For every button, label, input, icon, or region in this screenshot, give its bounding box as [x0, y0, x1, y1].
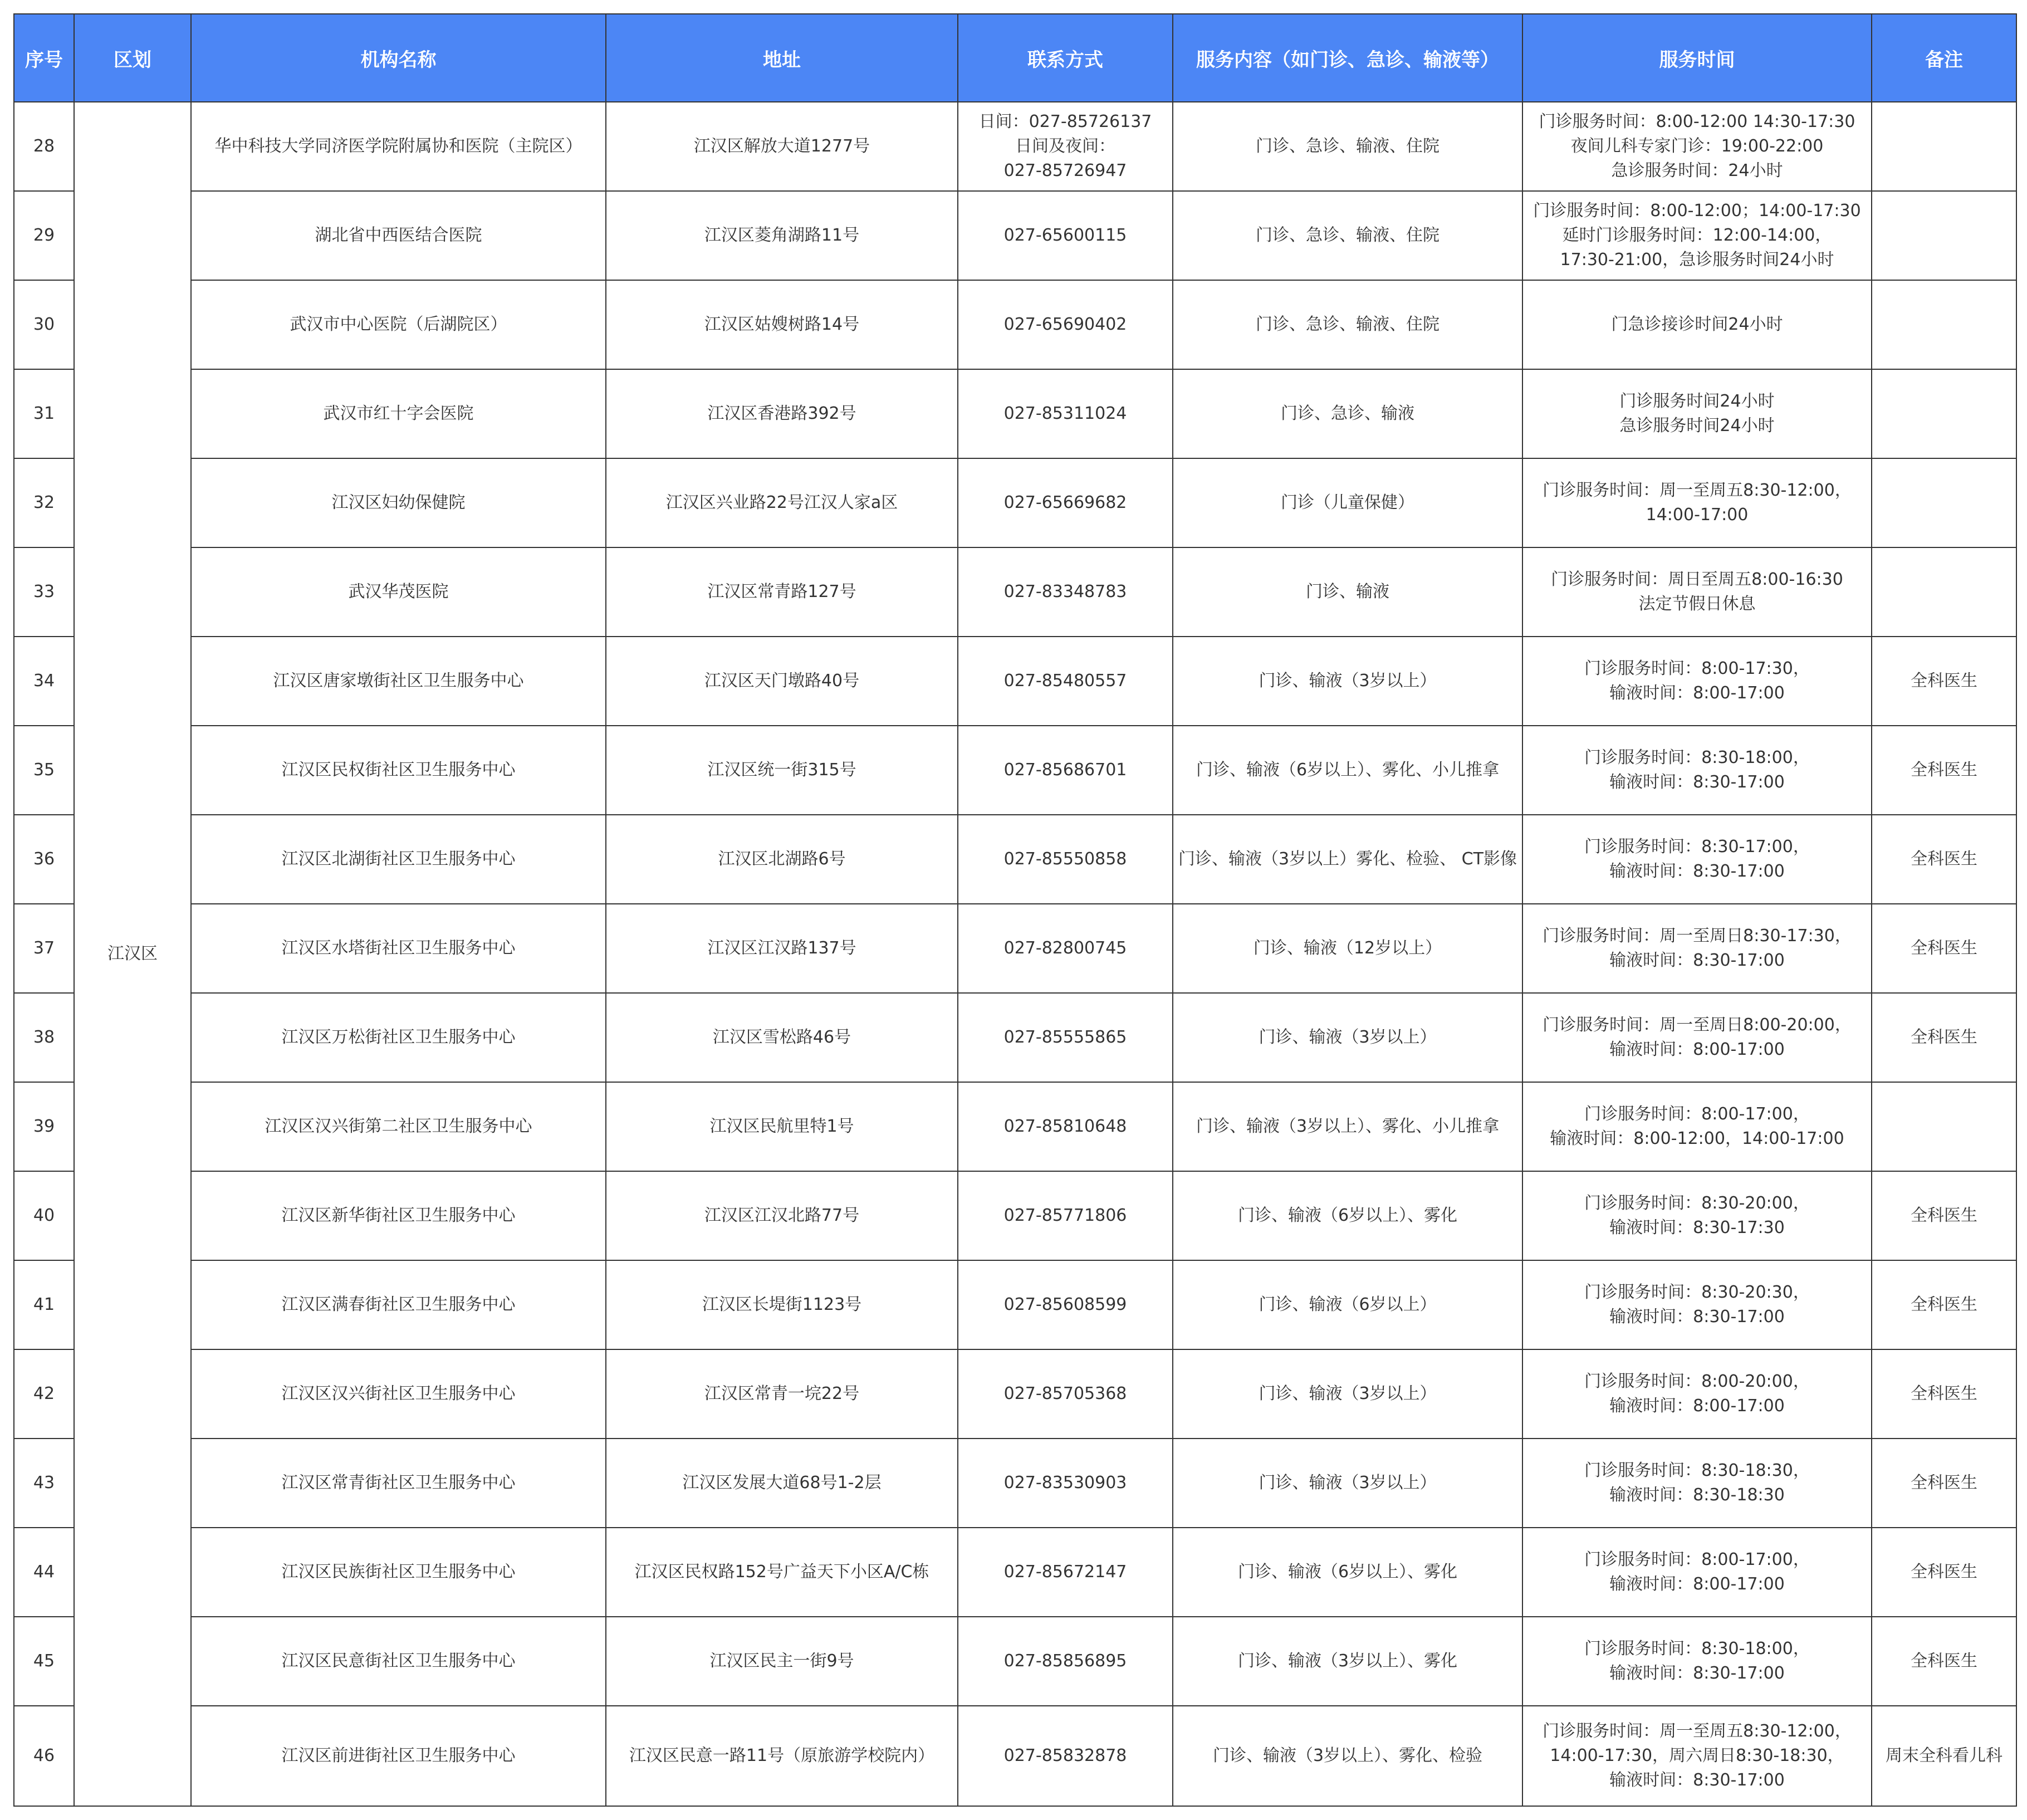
cell-service-hours-line: 急诊服务时间24小时 — [1619, 416, 1775, 436]
cell-contact-line: 027-85555865 — [1003, 1028, 1127, 1047]
cell-services-text: 门诊、输液（3岁以上） — [1259, 1473, 1437, 1493]
cell-service-hours — [1522, 1617, 1872, 1706]
cell-address: 江汉区姑嫂树路14号 — [606, 280, 958, 369]
cell-contact — [958, 993, 1173, 1082]
cell-services-text: 门诊、输液（3岁以上）、雾化、小儿推拿 — [1196, 1117, 1500, 1136]
institution-table-container — [13, 13, 2016, 1807]
cell-notes: 全科医生 — [1872, 726, 2016, 815]
cell-service-hours-line: 输液时间：8:00-17:00 — [1609, 1040, 1785, 1059]
table-row — [14, 637, 2016, 726]
cell-contact-line: 027-83530903 — [1003, 1473, 1127, 1493]
table-row — [14, 1528, 2016, 1617]
cell-institution-name: 江汉区民权街社区卫生服务中心 — [191, 726, 606, 815]
cell-services — [1173, 904, 1522, 993]
cell-notes: 全科医生 — [1872, 1349, 2016, 1439]
cell-address: 江汉区常青一垸22号 — [606, 1349, 958, 1439]
cell-contact-line: 027-65600115 — [1003, 226, 1127, 245]
cell-service-hours-line: 门诊服务时间：8:30-18:30， — [1584, 1461, 1810, 1480]
table-row — [14, 102, 2016, 191]
cell-service-hours — [1522, 191, 1872, 280]
cell-serial-no: 42 — [14, 1349, 74, 1439]
cell-services-text: 门诊、急诊、输液、住院 — [1256, 226, 1440, 245]
cell-services — [1173, 280, 1522, 369]
table-row — [14, 547, 2016, 637]
cell-services — [1173, 726, 1522, 815]
cell-service-hours-line: 输液时间：8:30-17:00 — [1609, 951, 1785, 970]
cell-notes — [1872, 102, 2016, 191]
cell-services — [1173, 1171, 1522, 1260]
cell-contact — [958, 1171, 1173, 1260]
cell-services — [1173, 1617, 1522, 1706]
cell-serial-no: 43 — [14, 1439, 74, 1528]
cell-service-hours — [1522, 458, 1872, 547]
cell-service-hours-line: 14:00-17:30，周六周日8:30-18:30， — [1550, 1746, 1844, 1765]
cell-service-hours-line: 门诊服务时间：8:00-17:00， — [1584, 1550, 1810, 1569]
cell-services — [1173, 1082, 1522, 1171]
cell-address: 江汉区统一街315号 — [606, 726, 958, 815]
cell-address: 江汉区天门墩路40号 — [606, 637, 958, 726]
cell-contact — [958, 904, 1173, 993]
cell-institution-name: 江汉区万松街社区卫生服务中心 — [191, 993, 606, 1082]
cell-service-hours-line: 门诊服务时间：8:00-12:00；14:00-17:30 — [1533, 201, 1861, 221]
cell-institution-name: 江汉区前进街社区卫生服务中心 — [191, 1706, 606, 1806]
cell-services — [1173, 1260, 1522, 1349]
cell-contact — [958, 102, 1173, 191]
table-row — [14, 993, 2016, 1082]
cell-notes: 全科医生 — [1872, 1260, 2016, 1349]
cell-service-hours — [1522, 904, 1872, 993]
cell-address: 江汉区江汉路137号 — [606, 904, 958, 993]
header-district: 区划 — [74, 14, 191, 102]
cell-services — [1173, 1349, 1522, 1439]
cell-services-text: 门诊、输液（6岁以上） — [1259, 1295, 1437, 1314]
cell-serial-no: 29 — [14, 191, 74, 280]
cell-institution-name: 江汉区汉兴街社区卫生服务中心 — [191, 1349, 606, 1439]
cell-service-hours — [1522, 280, 1872, 369]
cell-service-hours — [1522, 637, 1872, 726]
cell-services — [1173, 1706, 1522, 1806]
cell-institution-name: 江汉区新华街社区卫生服务中心 — [191, 1171, 606, 1260]
table-row — [14, 815, 2016, 904]
table-row — [14, 904, 2016, 993]
cell-address: 江汉区北湖路6号 — [606, 815, 958, 904]
cell-service-hours-line: 输液时间：8:30-17:00 — [1609, 772, 1785, 792]
cell-service-hours-line: 17:30-21:00，急诊服务时间24小时 — [1560, 250, 1834, 270]
cell-services-text: 门诊、输液（3岁以上）、雾化 — [1237, 1651, 1458, 1671]
cell-service-hours-line: 门诊服务时间：8:00-12:00 14:30-17:30 — [1539, 112, 1855, 131]
cell-contact — [958, 1349, 1173, 1439]
cell-services-text: 门诊、输液（3岁以上）、雾化、检验 — [1212, 1746, 1483, 1765]
header-services: 服务内容（如门诊、急诊、输液等） — [1173, 14, 1522, 102]
cell-service-hours — [1522, 726, 1872, 815]
cell-institution-name: 江汉区唐家墩街社区卫生服务中心 — [191, 637, 606, 726]
cell-institution-name: 江汉区民意街社区卫生服务中心 — [191, 1617, 606, 1706]
cell-services-text: 门诊、输液（3岁以上） — [1259, 671, 1437, 691]
cell-contact — [958, 1706, 1173, 1806]
cell-serial-no: 32 — [14, 458, 74, 547]
cell-contact-line: 027-85311024 — [1003, 404, 1127, 423]
cell-services — [1173, 1528, 1522, 1617]
cell-contact-line: 027-65669682 — [1003, 493, 1127, 512]
cell-institution-name: 武汉市红十字会医院 — [191, 369, 606, 458]
cell-services — [1173, 191, 1522, 280]
cell-serial-no: 33 — [14, 547, 74, 637]
cell-contact — [958, 637, 1173, 726]
cell-serial-no: 46 — [14, 1706, 74, 1806]
cell-notes — [1872, 547, 2016, 637]
cell-service-hours-line: 门诊服务时间：8:30-20:00， — [1584, 1193, 1810, 1213]
cell-service-hours-line: 门诊服务时间：8:30-18:00， — [1584, 748, 1810, 767]
cell-services — [1173, 1439, 1522, 1528]
cell-address: 江汉区菱角湖路11号 — [606, 191, 958, 280]
cell-service-hours-line: 门诊服务时间：8:30-18:00， — [1584, 1639, 1810, 1658]
cell-institution-name: 江汉区民族街社区卫生服务中心 — [191, 1528, 606, 1617]
cell-notes: 全科医生 — [1872, 1439, 2016, 1528]
cell-service-hours-line: 门诊服务时间：8:00-20:00， — [1584, 1372, 1810, 1391]
cell-contact — [958, 547, 1173, 637]
cell-contact — [958, 1528, 1173, 1617]
table-row — [14, 1349, 2016, 1439]
cell-institution-name: 江汉区北湖街社区卫生服务中心 — [191, 815, 606, 904]
cell-service-hours-line: 输液时间：8:00-12:00，14:00-17:00 — [1550, 1129, 1844, 1148]
cell-notes: 全科医生 — [1872, 993, 2016, 1082]
cell-institution-name: 武汉华茂医院 — [191, 547, 606, 637]
table-row — [14, 280, 2016, 369]
cell-service-hours — [1522, 815, 1872, 904]
cell-serial-no: 34 — [14, 637, 74, 726]
cell-services — [1173, 637, 1522, 726]
cell-service-hours-line: 输液时间：8:30-17:00 — [1609, 1664, 1785, 1683]
cell-institution-name: 江汉区满春街社区卫生服务中心 — [191, 1260, 606, 1349]
cell-serial-no: 37 — [14, 904, 74, 993]
cell-service-hours — [1522, 993, 1872, 1082]
cell-service-hours — [1522, 1260, 1872, 1349]
cell-service-hours — [1522, 547, 1872, 637]
cell-contact — [958, 191, 1173, 280]
cell-services-text: 门诊、输液（6岁以上）、雾化 — [1237, 1206, 1458, 1225]
cell-institution-name: 武汉市中心医院（后湖院区） — [191, 280, 606, 369]
cell-services-text: 门诊、急诊、输液 — [1281, 404, 1414, 423]
cell-address: 江汉区雪松路46号 — [606, 993, 958, 1082]
cell-contact — [958, 1082, 1173, 1171]
cell-contact — [958, 1260, 1173, 1349]
cell-contact — [958, 458, 1173, 547]
cell-service-hours-line: 门诊服务时间：8:00-17:00， — [1584, 1104, 1810, 1124]
cell-service-hours-line: 输液时间：8:30-17:30 — [1609, 1218, 1785, 1237]
cell-contact-line: 027-85832878 — [1003, 1746, 1127, 1765]
cell-service-hours — [1522, 1439, 1872, 1528]
cell-services-text: 门诊、输液 — [1306, 582, 1389, 601]
header-institution-name: 机构名称 — [191, 14, 606, 102]
institution-table — [13, 13, 2017, 1807]
cell-contact-line: 027-85810648 — [1003, 1117, 1127, 1136]
cell-service-hours-line: 14:00-17:00 — [1646, 505, 1749, 525]
cell-serial-no: 30 — [14, 280, 74, 369]
cell-service-hours — [1522, 1349, 1872, 1439]
cell-address: 江汉区兴业路22号江汉人家a区 — [606, 458, 958, 547]
header-service-hours: 服务时间 — [1522, 14, 1872, 102]
cell-contact — [958, 1617, 1173, 1706]
cell-serial-no: 41 — [14, 1260, 74, 1349]
cell-contact-line: 027-85550858 — [1003, 849, 1127, 869]
cell-services — [1173, 102, 1522, 191]
table-row — [14, 726, 2016, 815]
cell-services — [1173, 993, 1522, 1082]
cell-services-text: 门诊、输液（3岁以上） — [1259, 1028, 1437, 1047]
cell-service-hours-line: 门诊服务时间：周一至周五8:30-12:00， — [1543, 481, 1852, 500]
cell-contact — [958, 1439, 1173, 1528]
cell-institution-name: 江汉区水塔街社区卫生服务中心 — [191, 904, 606, 993]
cell-service-hours-line: 输液时间：8:00-17:00 — [1609, 683, 1785, 703]
table-body — [14, 102, 2016, 1806]
cell-contact-line: 027-85771806 — [1003, 1206, 1127, 1225]
table-row — [14, 1082, 2016, 1171]
cell-contact-line: 027-85608599 — [1003, 1295, 1127, 1314]
cell-address: 江汉区民主一街9号 — [606, 1617, 958, 1706]
header-address: 地址 — [606, 14, 958, 102]
cell-service-hours — [1522, 1082, 1872, 1171]
cell-serial-no: 38 — [14, 993, 74, 1082]
cell-contact-line: 027-82800745 — [1003, 938, 1127, 958]
cell-contact-line: 027-85705368 — [1003, 1384, 1127, 1403]
table-row — [14, 1171, 2016, 1260]
cell-services-text: 门诊、输液（3岁以上）雾化、检验、 CT影像 — [1178, 849, 1517, 869]
cell-contact-line: 日间：027-85726137 — [978, 112, 1152, 131]
cell-serial-no: 35 — [14, 726, 74, 815]
cell-contact-line: 027-85480557 — [1003, 671, 1127, 691]
table-row — [14, 1260, 2016, 1349]
cell-address: 江汉区解放大道1277号 — [606, 102, 958, 191]
cell-service-hours-line: 门诊服务时间24小时 — [1619, 392, 1775, 411]
cell-serial-no: 36 — [14, 815, 74, 904]
cell-contact — [958, 280, 1173, 369]
cell-notes: 全科医生 — [1872, 815, 2016, 904]
cell-address: 江汉区民航里特1号 — [606, 1082, 958, 1171]
header-notes: 备注 — [1872, 14, 2016, 102]
cell-institution-name: 江汉区常青街社区卫生服务中心 — [191, 1439, 606, 1528]
cell-service-hours — [1522, 1528, 1872, 1617]
cell-serial-no: 31 — [14, 369, 74, 458]
cell-contact — [958, 726, 1173, 815]
cell-service-hours-line: 法定节假日休息 — [1638, 594, 1756, 614]
cell-notes: 全科医生 — [1872, 1617, 2016, 1706]
cell-services — [1173, 547, 1522, 637]
cell-notes: 周末全科看儿科 — [1872, 1706, 2016, 1806]
cell-service-hours — [1522, 369, 1872, 458]
cell-service-hours-line: 门诊服务时间：周日至周五8:00-16:30 — [1551, 570, 1843, 589]
table-row — [14, 191, 2016, 280]
cell-service-hours-line: 输液时间：8:00-17:00 — [1609, 1396, 1785, 1416]
cell-contact-line: 027-85856895 — [1003, 1651, 1127, 1671]
cell-notes — [1872, 280, 2016, 369]
cell-address: 江汉区发展大道68号1-2层 — [606, 1439, 958, 1528]
table-row — [14, 369, 2016, 458]
header-serial-no: 序号 — [14, 14, 74, 102]
cell-service-hours-line: 急诊服务时间：24小时 — [1611, 161, 1783, 180]
cell-contact-line: 027-85726947 — [1003, 161, 1127, 180]
cell-service-hours-line: 输液时间：8:30-17:00 — [1609, 862, 1785, 881]
cell-services — [1173, 815, 1522, 904]
cell-service-hours-line: 门诊服务时间：周一至周日8:30-17:30， — [1543, 926, 1852, 946]
cell-services — [1173, 369, 1522, 458]
cell-institution-name: 华中科技大学同济医学院附属协和医院（主院区） — [191, 102, 606, 191]
cell-notes: 全科医生 — [1872, 637, 2016, 726]
cell-serial-no: 44 — [14, 1528, 74, 1617]
cell-institution-name: 江汉区妇幼保健院 — [191, 458, 606, 547]
cell-services-text: 门诊、急诊、输液、住院 — [1256, 315, 1440, 334]
table-header-row — [14, 14, 2016, 102]
cell-institution-name: 江汉区汉兴街第二社区卫生服务中心 — [191, 1082, 606, 1171]
cell-notes: 全科医生 — [1872, 1528, 2016, 1617]
cell-service-hours-line: 门急诊接诊时间24小时 — [1611, 315, 1783, 334]
cell-contact — [958, 815, 1173, 904]
cell-services-text: 门诊、输液（6岁以上）、雾化 — [1237, 1562, 1458, 1582]
cell-service-hours-line: 输液时间：8:00-17:00 — [1609, 1574, 1785, 1594]
cell-notes: 全科医生 — [1872, 1171, 2016, 1260]
cell-notes: 全科医生 — [1872, 904, 2016, 993]
cell-address: 江汉区民意一路11号（原旅游学校院内） — [606, 1706, 958, 1806]
cell-services-text: 门诊、输液（6岁以上）、雾化、小儿推拿 — [1196, 760, 1500, 780]
cell-contact-line: 027-83348783 — [1003, 582, 1127, 601]
cell-service-hours — [1522, 1706, 1872, 1806]
cell-service-hours — [1522, 102, 1872, 191]
cell-services-text: 门诊、急诊、输液、住院 — [1256, 136, 1440, 156]
cell-service-hours-line: 门诊服务时间：周一至周日8:00-20:00， — [1543, 1015, 1852, 1035]
cell-service-hours-line: 输液时间：8:30-18:30 — [1609, 1485, 1785, 1505]
cell-notes — [1872, 369, 2016, 458]
table-row — [14, 1617, 2016, 1706]
cell-services-text: 门诊、输液（3岁以上） — [1259, 1384, 1437, 1403]
cell-notes — [1872, 1082, 2016, 1171]
cell-contact-line: 027-85686701 — [1003, 760, 1127, 780]
cell-serial-no: 28 — [14, 102, 74, 191]
cell-serial-no: 45 — [14, 1617, 74, 1706]
cell-institution-name: 湖北省中西医结合医院 — [191, 191, 606, 280]
cell-service-hours-line: 门诊服务时间：8:00-17:30， — [1584, 659, 1810, 678]
cell-address: 江汉区长堤街1123号 — [606, 1260, 958, 1349]
table-row — [14, 1439, 2016, 1528]
cell-address: 江汉区民权路152号广益天下小区A/C栋 — [606, 1528, 958, 1617]
cell-service-hours-line: 延时门诊服务时间：12:00-14:00， — [1562, 226, 1832, 245]
cell-address: 江汉区常青路127号 — [606, 547, 958, 637]
table-row — [14, 458, 2016, 547]
cell-serial-no: 39 — [14, 1082, 74, 1171]
cell-services — [1173, 458, 1522, 547]
cell-contact — [958, 369, 1173, 458]
cell-address: 江汉区江汉北路77号 — [606, 1171, 958, 1260]
cell-service-hours-line: 门诊服务时间：8:30-17:00， — [1584, 837, 1810, 857]
cell-contact-line: 027-65690402 — [1003, 315, 1127, 334]
cell-address: 江汉区香港路392号 — [606, 369, 958, 458]
cell-notes — [1872, 458, 2016, 547]
cell-services-text: 门诊、输液（12岁以上） — [1253, 938, 1442, 958]
cell-serial-no: 40 — [14, 1171, 74, 1260]
cell-service-hours-line: 输液时间：8:30-17:00 — [1609, 1307, 1785, 1327]
cell-contact-line: 日间及夜间： — [1015, 136, 1115, 156]
cell-service-hours-line: 门诊服务时间：周一至周五8:30-12:00， — [1543, 1721, 1852, 1741]
cell-services-text: 门诊（儿童保健） — [1281, 493, 1414, 512]
cell-service-hours-line: 输液时间：8:30-17:00 — [1609, 1770, 1785, 1790]
header-contact: 联系方式 — [958, 14, 1173, 102]
cell-district: 江汉区 — [74, 102, 191, 1806]
cell-service-hours — [1522, 1171, 1872, 1260]
cell-service-hours-line: 夜间儿科专家门诊：19:00-22:00 — [1570, 136, 1824, 156]
cell-service-hours-line: 门诊服务时间：8:30-20:30， — [1584, 1283, 1810, 1302]
cell-notes — [1872, 191, 2016, 280]
cell-contact-line: 027-85672147 — [1003, 1562, 1127, 1582]
table-row — [14, 1706, 2016, 1806]
